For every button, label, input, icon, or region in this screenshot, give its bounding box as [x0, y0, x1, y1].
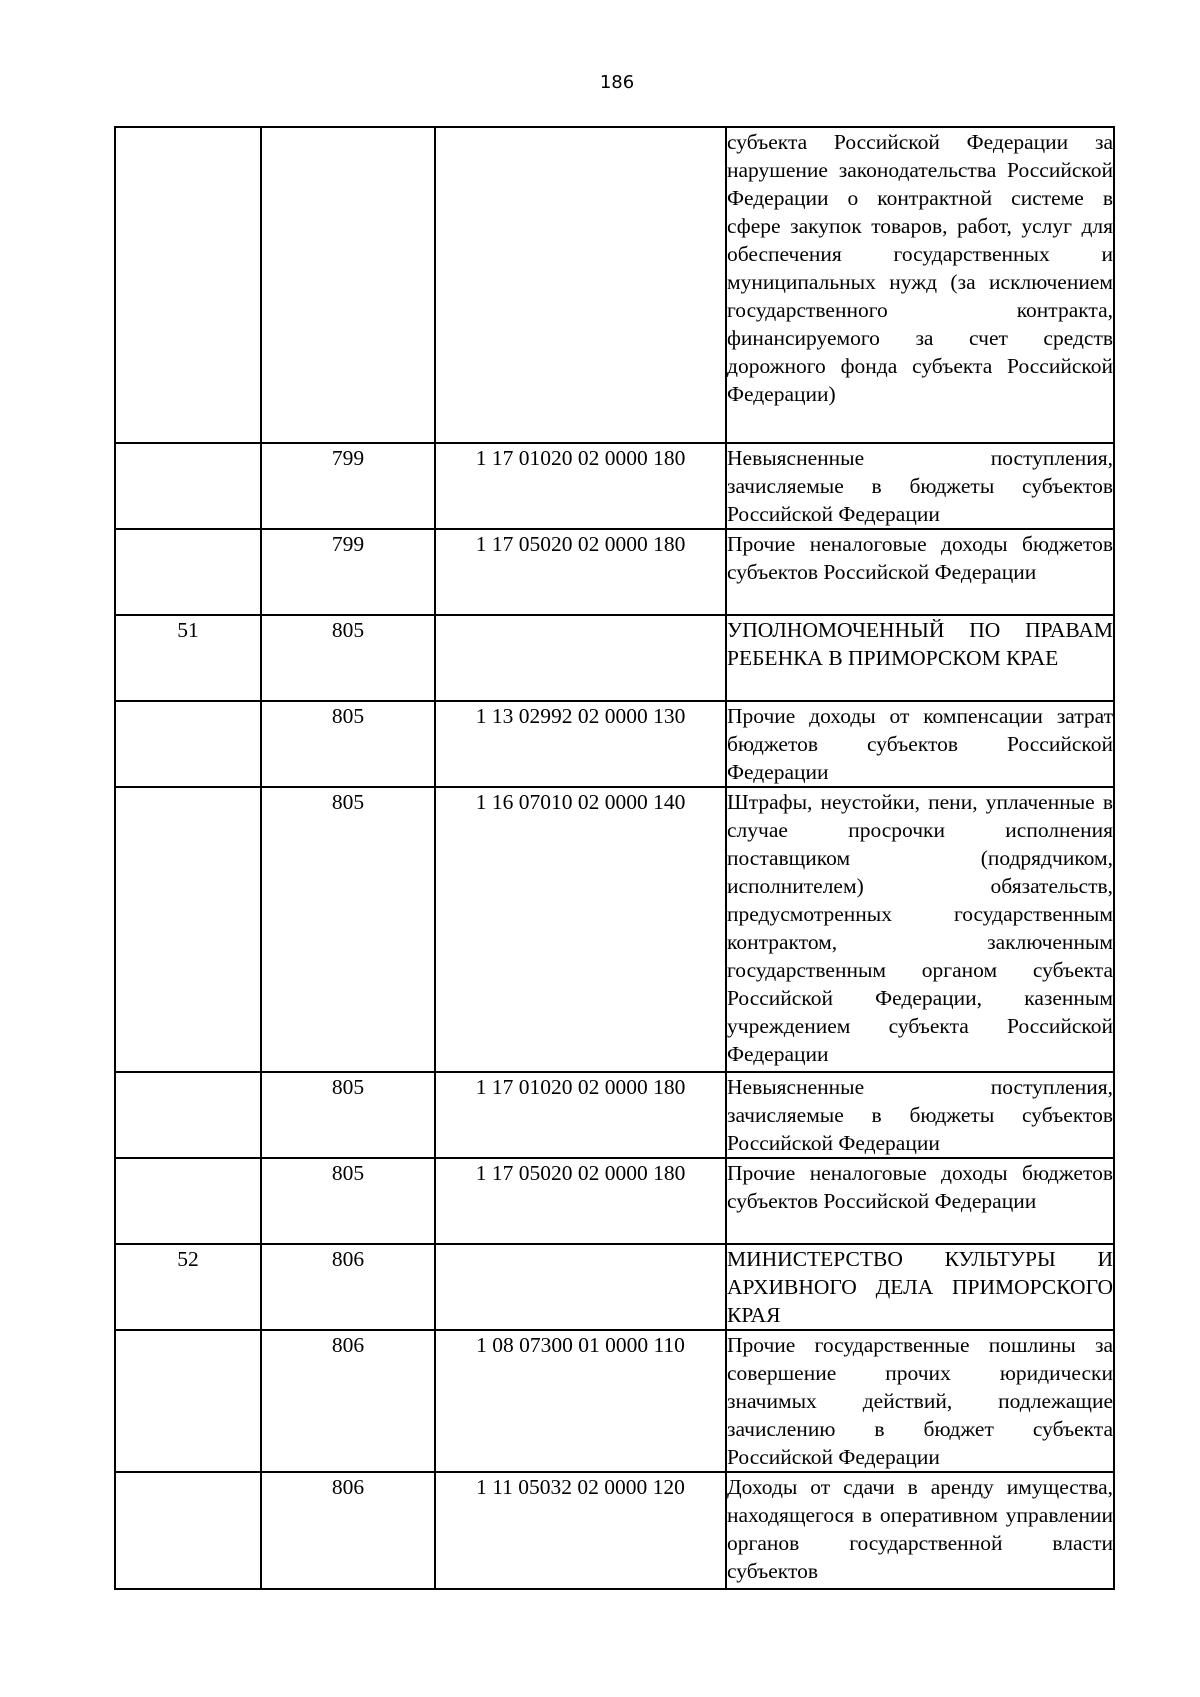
- revenue-name-cell: Доходы от сдачи в аренду имущества, находящегося в оперативном управлении органов государственной власти субъектов: [726, 1472, 1114, 1589]
- revenue-name-cell: Прочие неналоговые доходы бюджетов субъектов Российской Федерации: [726, 1158, 1114, 1244]
- row-number-cell: [115, 787, 261, 1072]
- administrator-code-cell: 805: [261, 701, 435, 787]
- revenue-name-cell: Прочие государственные пошлины за совершение прочих юридически значимых действий, подлежащие зачислению в бюджет субъекта Российской Федерации: [726, 1330, 1114, 1472]
- administrator-code-cell: 805: [261, 1072, 435, 1158]
- table-row: [115, 443, 1114, 529]
- table-row: [115, 1330, 1114, 1472]
- revenue-code-cell: 1 17 01020 02 0000 180: [435, 1072, 726, 1158]
- revenue-code-cell: 1 11 05032 02 0000 120: [435, 1472, 726, 1589]
- table-row: [115, 787, 1114, 1072]
- revenue-name-cell: Прочие неналоговые доходы бюджетов субъектов Российской Федерации: [726, 529, 1114, 615]
- administrator-code-cell: 805: [261, 1158, 435, 1244]
- row-number-cell: [115, 443, 261, 529]
- revenue-name-cell: Штрафы, неустойки, пени, уплаченные в случае просрочки исполнения поставщиком (подрядчиком, исполнителем) обязательств, предусмотренных государственным контрактом, заключенным государственным органом субъекта Российской Федерации, казенным учреждением субъекта Российской Федерации: [726, 787, 1114, 1072]
- administrator-code-cell: 799: [261, 529, 435, 615]
- row-number-cell: [115, 1330, 261, 1472]
- table-row: [115, 1244, 1114, 1330]
- row-number-cell: [115, 1472, 261, 1589]
- revenue-name-cell: Невыясненные поступления, зачисляемые в бюджеты субъектов Российской Федерации: [726, 1072, 1114, 1158]
- revenue-code-cell: [435, 127, 726, 443]
- table-row: [115, 127, 1114, 443]
- administrator-code-cell: 806: [261, 1330, 435, 1472]
- row-number-cell: 52: [115, 1244, 261, 1330]
- revenue-codes-table: [114, 126, 1115, 1590]
- administrator-code-cell: 805: [261, 787, 435, 1072]
- table-row: [115, 615, 1114, 701]
- administrator-code-cell: 799: [261, 443, 435, 529]
- row-number-cell: [115, 1072, 261, 1158]
- revenue-name-cell: Невыясненные поступления, зачисляемые в бюджеты субъектов Российской Федерации: [726, 443, 1114, 529]
- row-number-cell: [115, 1158, 261, 1244]
- row-number-cell: 51: [115, 615, 261, 701]
- revenue-name-cell: МИНИСТЕРСТВО КУЛЬТУРЫ И АРХИВНОГО ДЕЛА ПРИМОРСКОГО КРАЯ: [726, 1244, 1114, 1330]
- revenue-code-cell: 1 17 01020 02 0000 180: [435, 443, 726, 529]
- revenue-name-cell: УПОЛНОМОЧЕННЫЙ ПО ПРАВАМ РЕБЕНКА В ПРИМОРСКОМ КРАЕ: [726, 615, 1114, 701]
- page-number: 186: [599, 72, 635, 93]
- revenue-code-cell: [435, 1244, 726, 1330]
- revenue-name-cell: Прочие доходы от компенсации затрат бюджетов субъектов Российской Федерации: [726, 701, 1114, 787]
- revenue-name-cell: субъекта Российской Федерации за нарушение законодательства Российской Федерации о контрактной системе в сфере закупок товаров, работ, услуг для обеспечения государственных и муниципальных нужд (за исключением государственного контракта, финансируемого за счет средств дорожного фонда субъекта Российской Федерации): [726, 127, 1114, 443]
- table-row: [115, 529, 1114, 615]
- revenue-code-cell: 1 13 02992 02 0000 130: [435, 701, 726, 787]
- table-row: [115, 1072, 1114, 1158]
- revenue-code-cell: [435, 615, 726, 701]
- revenue-code-cell: 1 17 05020 02 0000 180: [435, 1158, 726, 1244]
- table-row: [115, 701, 1114, 787]
- revenue-code-cell: 1 16 07010 02 0000 140: [435, 787, 726, 1072]
- row-number-cell: [115, 529, 261, 615]
- administrator-code-cell: 806: [261, 1244, 435, 1330]
- table-row: [115, 1472, 1114, 1589]
- administrator-code-cell: 805: [261, 615, 435, 701]
- table-row: [115, 1158, 1114, 1244]
- administrator-code-cell: [261, 127, 435, 443]
- revenue-code-cell: 1 17 05020 02 0000 180: [435, 529, 726, 615]
- administrator-code-cell: 806: [261, 1472, 435, 1589]
- row-number-cell: [115, 701, 261, 787]
- revenue-code-cell: 1 08 07300 01 0000 110: [435, 1330, 726, 1472]
- row-number-cell: [115, 127, 261, 443]
